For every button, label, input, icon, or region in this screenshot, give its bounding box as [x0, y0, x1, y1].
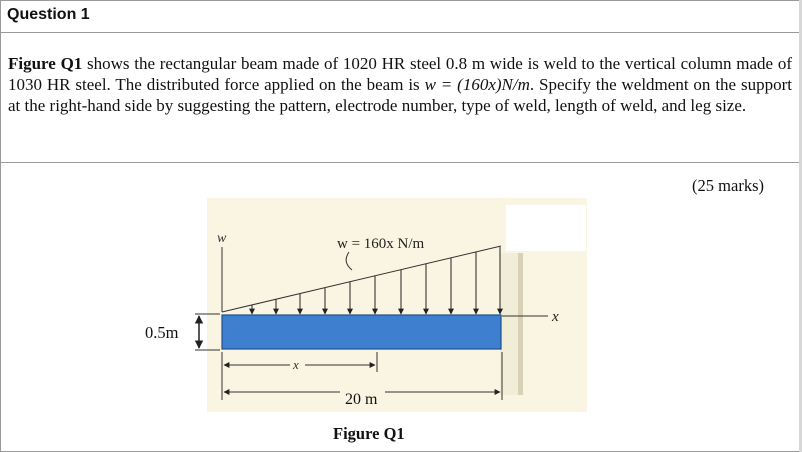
column-shade [518, 253, 523, 395]
question-title: Question 1 [0, 0, 800, 33]
figure-reference: Figure Q1 [8, 54, 83, 73]
question-text-main: shows the rectangular beam made of 1020 HR steel 0.8 m wide is weld to the vertical column made of 1030 HR steel. The distributed force applied on the beam is [8, 54, 792, 94]
question-text-tail: . Specify the weldment on the support at the right-hand side by suggesting the pattern, electrode number, type of weld, length of weld, and leg size. [8, 75, 792, 115]
figure-mask [506, 205, 586, 251]
height-label: 0.5m [145, 323, 179, 342]
load-label: w = 160x N/m [337, 236, 425, 252]
marks-label: (25 marks) [692, 176, 764, 195]
length-label: 20 m [345, 391, 378, 408]
x-axis-label: x [552, 309, 559, 325]
load-expression: w = (160x)N/m [424, 75, 530, 94]
beam [222, 315, 501, 349]
w-axis-label: w [217, 231, 227, 246]
figure-caption: Figure Q1 [333, 424, 405, 443]
x-position-label: x [293, 357, 299, 372]
